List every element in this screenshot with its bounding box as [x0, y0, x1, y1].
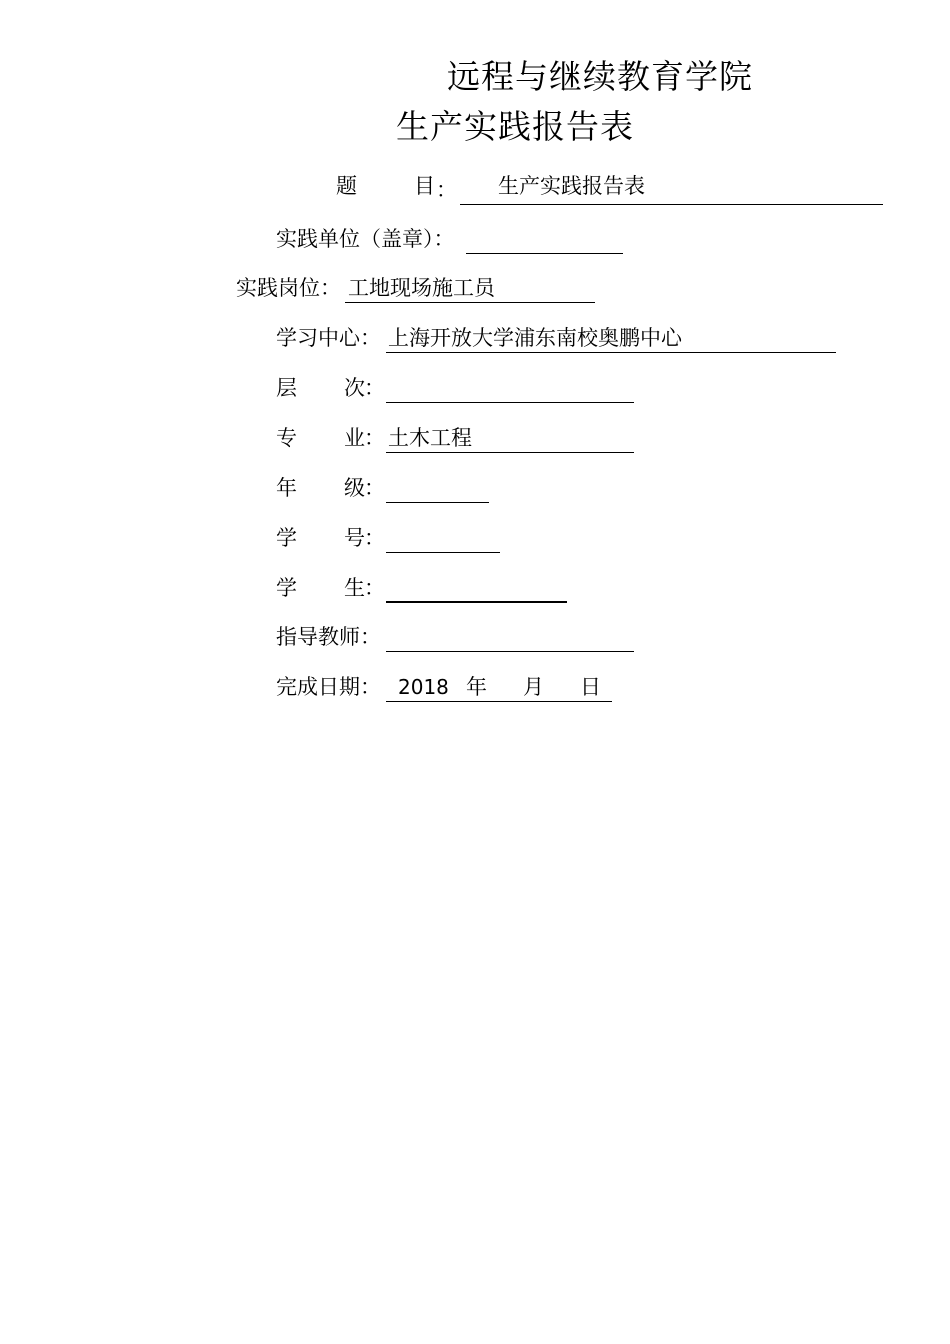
level-row: [0, 373, 950, 403]
student-id-label-2: 号: [344, 526, 365, 550]
student-field[interactable]: [386, 573, 567, 603]
grade-label-2: 级: [344, 476, 365, 500]
student-label-1: 学: [276, 576, 297, 600]
topic-row: [0, 171, 950, 201]
major-colon: ：: [364, 426, 385, 450]
grade-row: [0, 473, 950, 503]
date-year: 2018: [398, 675, 449, 699]
student-row: [0, 573, 950, 603]
student-id-row: [0, 523, 950, 553]
grade-label-1: 年: [276, 476, 297, 500]
grade-colon: ：: [364, 476, 385, 500]
unit-field[interactable]: [466, 224, 623, 254]
date-label: 完成日期：: [276, 675, 381, 699]
date-year-unit: 年: [466, 675, 487, 699]
level-label-1: 层: [276, 376, 297, 400]
level-label-2: 次: [344, 376, 365, 400]
date-row: [0, 672, 950, 702]
advisor-label: 指导教师：: [276, 625, 381, 649]
position-value: 工地现场施工员: [348, 276, 495, 300]
student-colon: ：: [364, 576, 385, 600]
advisor-row: [0, 622, 950, 652]
level-colon: ：: [364, 376, 385, 400]
school-title: 远程与继续教育学院: [447, 57, 753, 96]
unit-label: 实践单位（盖章）：: [276, 227, 455, 251]
position-row: [0, 273, 950, 303]
topic-colon: ：: [436, 178, 457, 202]
form-title: 生产实践报告表: [396, 107, 634, 146]
center-value: 上海开放大学浦东南校奥鹏中心: [388, 326, 682, 350]
major-label-1: 专: [276, 426, 297, 450]
major-value: 土木工程: [388, 426, 472, 450]
student-label-2: 生: [344, 576, 365, 600]
grade-field[interactable]: [386, 473, 489, 503]
topic-label-2: 目: [414, 174, 435, 198]
student-id-label-1: 学: [276, 526, 297, 550]
center-label: 学习中心：: [276, 326, 381, 350]
center-row: [0, 323, 950, 353]
student-id-colon: ：: [364, 526, 385, 550]
major-row: [0, 423, 950, 453]
student-id-field[interactable]: [386, 523, 500, 553]
level-field[interactable]: [386, 373, 634, 403]
topic-label-1: 题: [336, 174, 357, 198]
position-label: 实践岗位：: [236, 276, 341, 300]
topic-value: 生产实践报告表: [498, 174, 645, 198]
major-label-2: 业: [344, 426, 365, 450]
advisor-field[interactable]: [386, 622, 634, 652]
date-day-unit: 日: [580, 675, 601, 699]
date-month-unit: 月: [523, 675, 544, 699]
unit-row: [0, 224, 950, 254]
